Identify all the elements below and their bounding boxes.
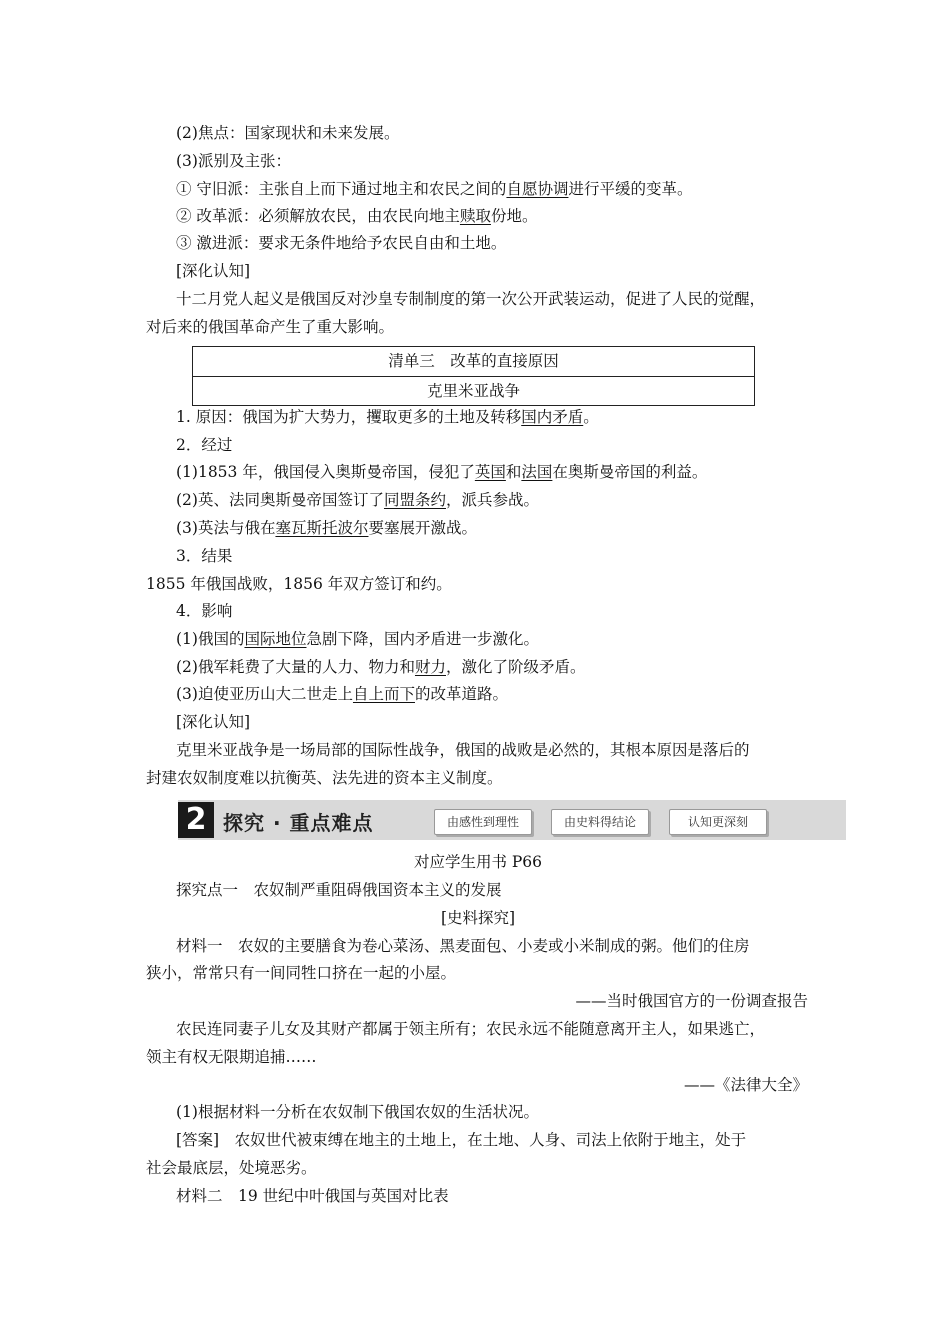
text-line: (1)1853 年，俄国侵入奥斯曼帝国，侵犯了英国和法国在奥斯曼帝国的利益。 [176,463,708,481]
answer-line: [答案] 农奴世代被束缚在地主的土地上，在土地、人身、司法上依附于地主，处于 [176,1131,747,1149]
paragraph-line: 农民连同妻子儿女及其财产都属于领主所有；农民永远不能随意离开主人，如果逃亡， [176,1020,766,1038]
subheading: 探究点一 农奴制严重阻碍俄国资本主义的发展 [176,881,502,899]
paragraph-line: 领主有权无限期追捕…… [146,1048,317,1066]
section-label: [深化认知] [176,262,251,280]
underlined-term: 同盟条约 [383,491,446,509]
text-line: 2．经过 [176,436,233,454]
table-subtitle: 克里米亚战争 [193,376,754,406]
underlined-term: 法国 [521,463,553,481]
paragraph-line: 克里米亚战争是一场局部的国际性战争，俄国的战败是必然的，其根本原因是落后的 [176,741,750,759]
paragraph-line: 狭小，常常只有一间同牲口挤在一起的小屋。 [146,964,457,982]
underlined-term: 赎取 [459,207,491,225]
text-line: (1)俄国的国际地位急剧下降，国内矛盾进一步激化。 [176,630,539,648]
paragraph-line: 十二月党人起义是俄国反对沙皇专制制度的第一次公开武装运动，促进了人民的觉醒， [176,290,766,308]
table-title: 清单三 改革的直接原因 [388,352,559,370]
underlined-term: 英国 [474,463,506,481]
section-label: [史料探究] [440,909,516,927]
underlined-term: 国内矛盾 [521,408,584,426]
source-citation: ——当时俄国官方的一份调查报告 [575,992,808,1010]
banner-title: 探究 · 重点难点 [223,811,374,835]
question: (1)根据材料一分析在农奴制下俄国农奴的生活状况。 [176,1103,539,1121]
text-line: (2)焦点：国家现状和未来发展。 [176,124,400,142]
section-number-icon: 2 [178,802,214,838]
paragraph-line: 材料一 农奴的主要膳食为卷心菜汤、黑麦面包、小麦或小米制成的粥。他们的住房 [176,937,750,955]
heading-table [192,346,755,406]
banner-tag: 由感性到理性 [434,809,532,835]
text-line: (2)英、法同奥斯曼帝国签订了同盟条约，派兵参战。 [176,491,539,509]
banner-tag: 由史料得结论 [551,809,649,835]
section-label: [深化认知] [176,713,251,731]
paragraph-line: 对后来的俄国革命产生了重大影响。 [146,318,395,336]
page-reference: 对应学生用书 P66 [413,853,543,871]
text-line: (3)英法与俄在塞瓦斯托波尔要塞展开激战。 [176,519,477,537]
underlined-term: 自上而下 [352,685,415,703]
underlined-term: 自愿协调 [506,180,569,198]
text-line: 1. 原因：俄国为扩大势力，攫取更多的土地及转移国内矛盾。 [176,408,599,426]
text-line: ③ 激进派：要求无条件地给予农民自由和土地。 [176,234,507,252]
text-line: (3)派别及主张： [176,152,291,170]
text-line: 1855 年俄国战败，1856 年双方签订和约。 [146,575,452,593]
text-line: 4．影响 [176,602,233,620]
underlined-term: 财力 [414,658,446,676]
text-line: 3．结果 [176,547,233,565]
text-line: ① 守旧派：主张自上而下通过地主和农民之间的自愿协调进行平缓的变革。 [176,180,693,198]
section-banner [178,800,846,840]
underlined-term: 塞瓦斯托波尔 [275,519,369,537]
text-line: (2)俄军耗费了大量的人力、物力和财力，激化了阶级矛盾。 [176,658,586,676]
paragraph-line: 封建农奴制度难以抗衡英、法先进的资本主义制度。 [146,769,503,787]
source-citation: ——《法律大全》 [683,1076,808,1094]
banner-tag: 认知更深刻 [669,809,767,835]
text-line: (3)迫使亚历山大二世走上自上而下的改革道路。 [176,685,508,703]
material-heading: 材料二 19 世纪中叶俄国与英国对比表 [176,1187,449,1205]
underlined-term: 国际地位 [244,630,307,648]
text-line: ② 改革派：必须解放农民，由农民向地主赎取份地。 [176,207,538,225]
answer-line: 社会最底层，处境恶劣。 [146,1159,317,1177]
